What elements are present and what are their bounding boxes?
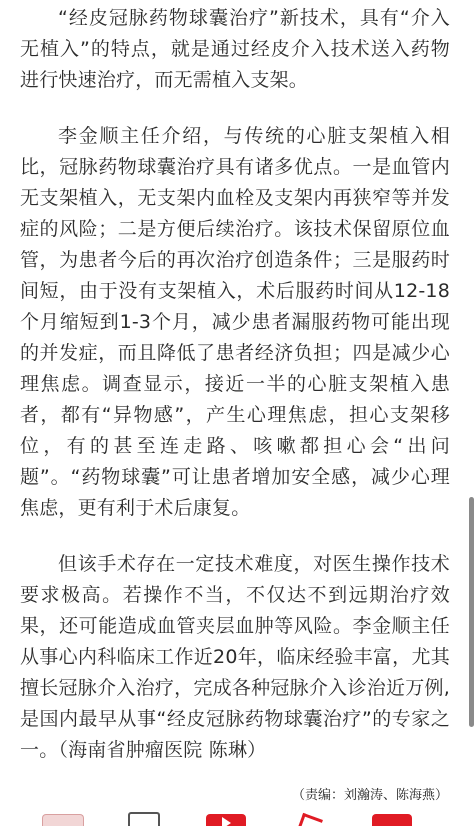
share-bar bbox=[0, 808, 476, 826]
share-red-icon[interactable] bbox=[42, 814, 84, 826]
article-body bbox=[20, 0, 450, 806]
article-paragraph-1: “经皮冠脉药物球囊治疗”新技术，具有“介入无植入”的特点，就是通过经皮介入技术送入药物进行快速治疗，而无需植入支架。 bbox=[20, 7, 450, 91]
article-paragraph-2: 李金顺主任介绍，与传统的心脏支架植入相比，冠脉药物球囊治疗具有诸多优点。一是血管内无支架植入，无支架内血栓及支架内再狭窄等并发症的风险；二是方便后续治疗。该技术保留原位血管，为患者今后的再次治疗创造条件；三是服药时间短，由于没有支架植入，术后服药时间从12-18个月缩短到1-3个月，减少患者漏服药物可能出现的并发症，而且降低了患者经济负担；四是减少心理焦虑。调查显示，接近一半的心脏支架植入患者，都有“异物感”，产生心理焦虑，担心支架移位，有的甚至连走路、咳嗽都担心会“出问题”。“药物球囊”可让患者增加安全感，减少心理焦虑，更有利于术后康复。 bbox=[20, 125, 450, 519]
editor-credit: （责编：刘瀚涛、陈海燕） bbox=[291, 788, 448, 803]
video-play-icon[interactable] bbox=[206, 814, 246, 826]
page-scrollbar[interactable] bbox=[469, 497, 474, 727]
red-square-icon[interactable] bbox=[372, 814, 412, 826]
phone-icon[interactable] bbox=[128, 812, 160, 826]
article-paragraph-3: 但该手术存在一定技术难度，对医生操作技术要求极高。若操作不当，不仅达不到远期治疗效果，还可能造成血管夹层血肿等风险。李金顺主任从事心内科临床工作近20年，临床经验丰富，尤其擅长冠脉介入治疗，完成各种冠脉介入诊治近万例,是国内最早从事“经皮冠脉药物球囊治疗”的专家之一。（海南省肿瘤医院 陈琳） bbox=[20, 553, 450, 761]
weibo-icon[interactable] bbox=[298, 814, 320, 826]
